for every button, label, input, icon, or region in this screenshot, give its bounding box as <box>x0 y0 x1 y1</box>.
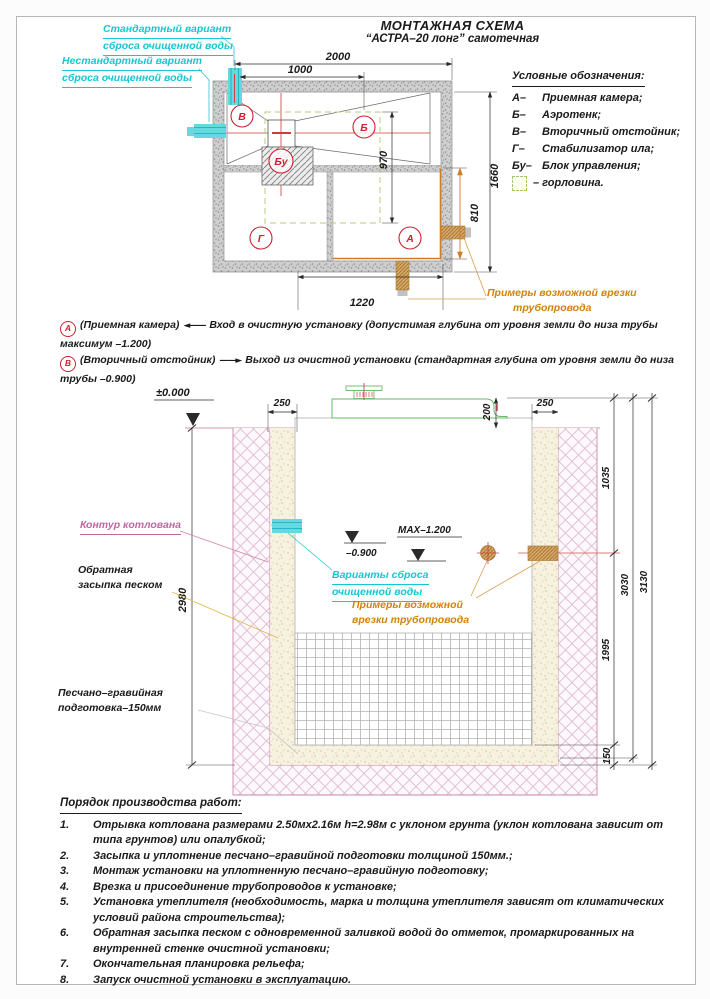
base-line2: подготовка–150мм <box>58 702 162 714</box>
legend-label: Блок управления; <box>542 160 641 172</box>
item-number: 2. <box>60 849 70 862</box>
note-outlet <box>60 353 688 387</box>
note-inlet <box>60 318 688 352</box>
procedure-item <box>60 973 682 989</box>
nonstandard-discharge-pipe <box>187 124 226 138</box>
level-zero: ±0.000 <box>156 387 190 399</box>
item-number: 8. <box>60 973 70 986</box>
procedure-item <box>60 880 682 896</box>
plan-view <box>187 36 501 310</box>
section-tap-line1: Примеры возможной <box>352 599 463 611</box>
dim-2000: 2000 <box>325 51 351 63</box>
item-number: 7. <box>60 958 70 970</box>
note-text: Вход в очистную установку (допустимая глубина от уровня земли до низа трубы максимум –1.200) <box>60 319 658 350</box>
tap-pipe-through-wall <box>528 546 558 561</box>
procedure-item <box>60 926 682 957</box>
dim-1220: 1220 <box>349 297 375 309</box>
neck-symbol-icon <box>512 176 527 191</box>
dim-970: 970 <box>378 150 390 170</box>
item-number: 3. <box>60 865 70 877</box>
callout-nonstandard-discharge <box>62 54 202 88</box>
legend-key: В– <box>512 126 527 138</box>
label-section-tap-examples <box>352 598 469 628</box>
label-plan-tap-examples <box>487 286 637 316</box>
dim-250-right: 250 <box>536 398 554 409</box>
dim-1995: 1995 <box>601 638 612 662</box>
label-inlet-chamber: А <box>406 233 414 245</box>
legend-title: Условные обозначения: <box>512 68 645 87</box>
callout-standard-discharge <box>103 22 233 56</box>
discharge-variants-line2: очищенной воды <box>332 585 422 602</box>
item-text: Запуск очистной установки в эксплуатацию. <box>93 973 352 986</box>
notes-block <box>60 318 688 389</box>
callout-nonstandard-line1: Нестандартный вариант <box>62 54 202 71</box>
legend-item-aerotank <box>512 107 680 124</box>
legend-item-secondary-settler <box>512 124 680 141</box>
item-text: Окончательная планировка рельефа; <box>93 958 305 970</box>
base-line1: Песчано–гравийная <box>58 687 163 699</box>
pit-contour-text: Контур котлована <box>80 518 181 535</box>
compartment-labels <box>231 105 421 249</box>
callout-standard-line1: Стандартный вариант <box>103 22 231 39</box>
tank-grid-floor <box>295 633 532 745</box>
note-marker-a: А <box>60 321 76 337</box>
item-text: Монтаж установки на уплотненную песчано–гравийную подготовку; <box>93 865 489 877</box>
drawing-title <box>330 18 575 45</box>
item-text: Врезка и присоединение трубопроводов к установке; <box>93 880 397 893</box>
backfill-line2: засыпка песком <box>78 579 163 591</box>
item-number: 5. <box>60 896 70 908</box>
legend-item-control-unit <box>512 158 680 175</box>
procedure-item <box>60 818 682 849</box>
plan-tap-line1: Примеры возможной врезки <box>487 287 637 299</box>
dim-3030: 3030 <box>620 573 631 597</box>
title-line1: МОНТАЖНАЯ СХЕМА <box>380 18 525 33</box>
item-number: 4. <box>60 880 70 893</box>
label-sludge-stabilizer: Г <box>257 233 265 245</box>
plan-tap-line2: трубопровода <box>513 302 592 314</box>
procedure-item <box>60 895 682 926</box>
legend-key: А– <box>512 92 527 104</box>
callout-standard-line2: сброса очищенной воды <box>103 39 233 56</box>
note-intro: (Приемная камера) <box>80 319 180 331</box>
plan-internal-wall-vertical <box>327 172 333 261</box>
dim-810: 810 <box>469 203 481 223</box>
item-text: Обратная засыпка песком с одновременной заливкой водой до отметок, промаркированных на внутренней стенке очистной установки; <box>93 927 635 955</box>
legend-label: Аэротенк; <box>542 109 602 121</box>
legend-key: Бу– <box>512 160 532 172</box>
callout-nonstandard-line2: сброса очищенной воды <box>62 71 192 88</box>
section-tap-line2: врезки трубопровода <box>352 614 470 626</box>
backfill-line1: Обратная <box>78 564 133 576</box>
note-intro: (Вторичный отстойник) <box>80 354 216 367</box>
dim-150: 150 <box>602 747 613 765</box>
legend-label: Приемная камера; <box>542 92 643 104</box>
note-text: Выход из очистной установки (стандартная глубина от уровня земли до низа трубы –0.900) <box>60 354 674 385</box>
legend-key: Г– <box>512 143 525 155</box>
discharge-variants-line1: Варианты сброса <box>332 568 429 585</box>
item-number: 6. <box>60 927 70 939</box>
procedure-title: Порядок производства работ: <box>60 796 242 814</box>
title-line2: “АСТРА–20 лонг” самотечная <box>365 33 540 45</box>
legend-label: – горловина. <box>533 177 604 189</box>
procedure-item <box>60 864 682 880</box>
outlet-pipe-section <box>272 519 302 533</box>
dim-2980: 2980 <box>177 587 189 613</box>
label-base <box>58 686 163 716</box>
legend-label: Вторичный отстойник; <box>542 126 681 138</box>
procedure-item <box>60 957 682 973</box>
label-discharge-variants <box>332 568 429 602</box>
plan-internal-wall-horizontal <box>224 166 441 173</box>
legend <box>512 68 680 192</box>
leader-tap-right <box>464 238 486 296</box>
legend-item-sludge-stabilizer <box>512 141 680 158</box>
dim-1000: 1000 <box>287 64 313 76</box>
inlet-chamber-highlight <box>333 169 441 259</box>
item-text: Засыпка и уплотнение песчано–гравийной подготовки толщиной 150мм.; <box>93 849 513 862</box>
item-number: 1. <box>60 818 70 831</box>
procedure-block <box>60 796 682 988</box>
label-backfill <box>78 563 162 593</box>
pipe-tap-right <box>441 226 471 239</box>
item-text: Отрывка котлована размерами 2.50мх2.16м h=2.98м с уклоном грунта (уклон котлована зависит от типа грунтов) или опалубкой; <box>93 818 664 846</box>
standard-discharge-pipe <box>228 68 242 105</box>
label-secondary-settler: В <box>238 111 246 123</box>
procedure-item <box>60 849 682 865</box>
label-control-unit: Бу <box>274 156 288 168</box>
dim-1035: 1035 <box>601 466 612 490</box>
tank-lid <box>332 399 507 418</box>
arrow-out-icon: ——► <box>219 356 242 367</box>
legend-key: Б– <box>512 109 526 121</box>
legend-label: Стабилизатор ила; <box>542 143 655 155</box>
dim-250-left: 250 <box>273 398 291 409</box>
level-max-inlet: MAX–1.200 <box>398 525 451 536</box>
pipe-tap-bottom <box>396 261 409 296</box>
aeration-hopper <box>227 93 430 164</box>
level-outlet: –0.900 <box>346 548 377 559</box>
label-aerotank: Б <box>360 122 368 134</box>
arrow-in-icon: ◄—— <box>183 321 206 331</box>
note-marker-v: В <box>60 356 76 372</box>
legend-item-neck <box>512 175 680 192</box>
dim-200: 200 <box>482 403 493 421</box>
label-pit-contour <box>80 518 181 535</box>
dim-3130: 3130 <box>639 570 650 594</box>
legend-item-inlet-chamber <box>512 90 680 107</box>
item-text: Установка утеплителя (необходимость, марка и толщина утеплителя зависят от климатических условий района строительства); <box>93 896 665 924</box>
dim-1660: 1660 <box>489 163 501 189</box>
